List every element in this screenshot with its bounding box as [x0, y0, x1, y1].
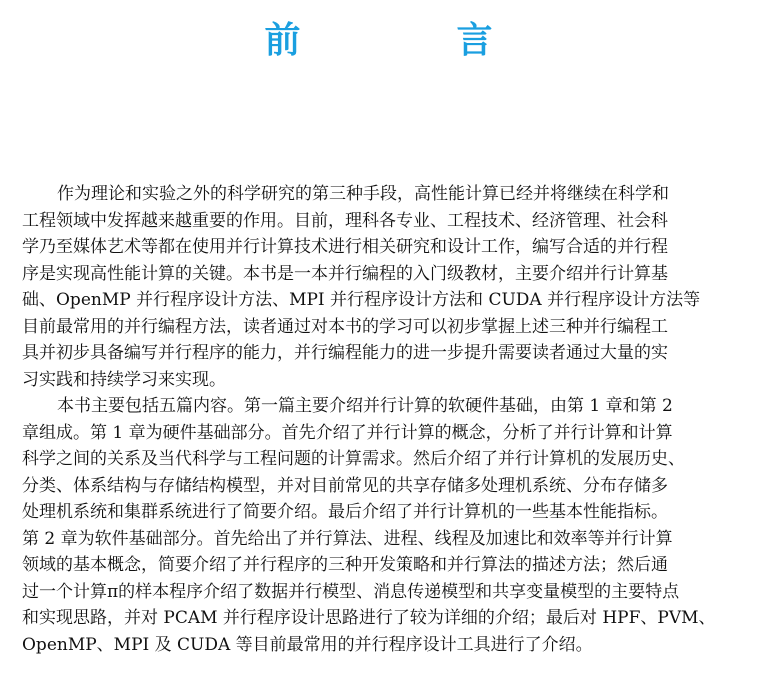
- text-line: 础、OpenMP 并行程序设计方法、MPI 并行程序设计方法和 CUDA 并行程序设计方法等: [22, 290, 701, 310]
- text-line: 目前最常用的并行编程方法，读者通过对本书的学习可以初步掌握上述三种并行编程工: [22, 316, 668, 337]
- text-line: 序是实现高性能计算的关键。本书是一本并行编程的入门级教材，主要介绍并行计算基: [22, 263, 668, 284]
- text-line: 过一个计算π的样本程序介绍了数据并行模型、消息传递模型和共享变量模型的主要特点: [22, 581, 680, 602]
- text-line: 科学之间的关系及当代科学与工程问题的计算需求。然后介绍了并行计算机的发展历史、: [22, 449, 685, 469]
- text-line: 处理机系统和集群系统进行了简要介绍。最后介绍了并行计算机的一些基本性能指标。: [22, 502, 668, 522]
- text-line: 领域的基本概念，简要介绍了并行程序的三种开发策略和并行算法的描述方法；然后通: [22, 555, 668, 575]
- preface-body: [22, 181, 757, 658]
- paragraph-1: [22, 181, 757, 393]
- page-title: 前 言: [264, 19, 553, 61]
- text-line: 章组成。第 1 章为硬件基础部分。首先介绍了并行计算的概念，分析了并行计算和计算: [22, 422, 673, 443]
- text-line: 习实践和持续学习来实现。: [22, 369, 226, 390]
- text-line: 工程领域中发挥越来越重要的作用。目前，理科各专业、工程技术、经济管理、社会科: [22, 210, 668, 231]
- text-line: 具并初步具备编写并行程序的能力，并行编程能力的进一步提升需要读者通过大量的实: [22, 343, 668, 363]
- text-line: 分类、体系结构与存储结构模型，并对目前常见的共享存储多处理机系统、分布存储多: [22, 475, 668, 496]
- text-line: 学乃至媒体艺术等都在使用并行计算技术进行相关研究和设计工作，编写合适的并行程: [22, 237, 668, 257]
- paragraph-2: [22, 393, 757, 658]
- text-line: OpenMP、MPI 及 CUDA 等目前最常用的并行程序设计工具进行了介绍。: [22, 634, 593, 655]
- text-line: 和实现思路，并对 PCAM 并行程序设计思路进行了较为详细的介绍；最后对 HPF、PVM、: [22, 608, 716, 628]
- text-line: 第 2 章为软件基础部分。首先给出了并行算法、进程、线程及加速比和效率等并行计算: [22, 528, 673, 549]
- text-line: 本书主要包括五篇内容。第一篇主要介绍并行计算的软硬件基础，由第 1 章和第 2: [57, 396, 673, 416]
- text-line: 作为理论和实验之外的科学研究的第三种手段，高性能计算已经并将继续在科学和: [57, 184, 669, 204]
